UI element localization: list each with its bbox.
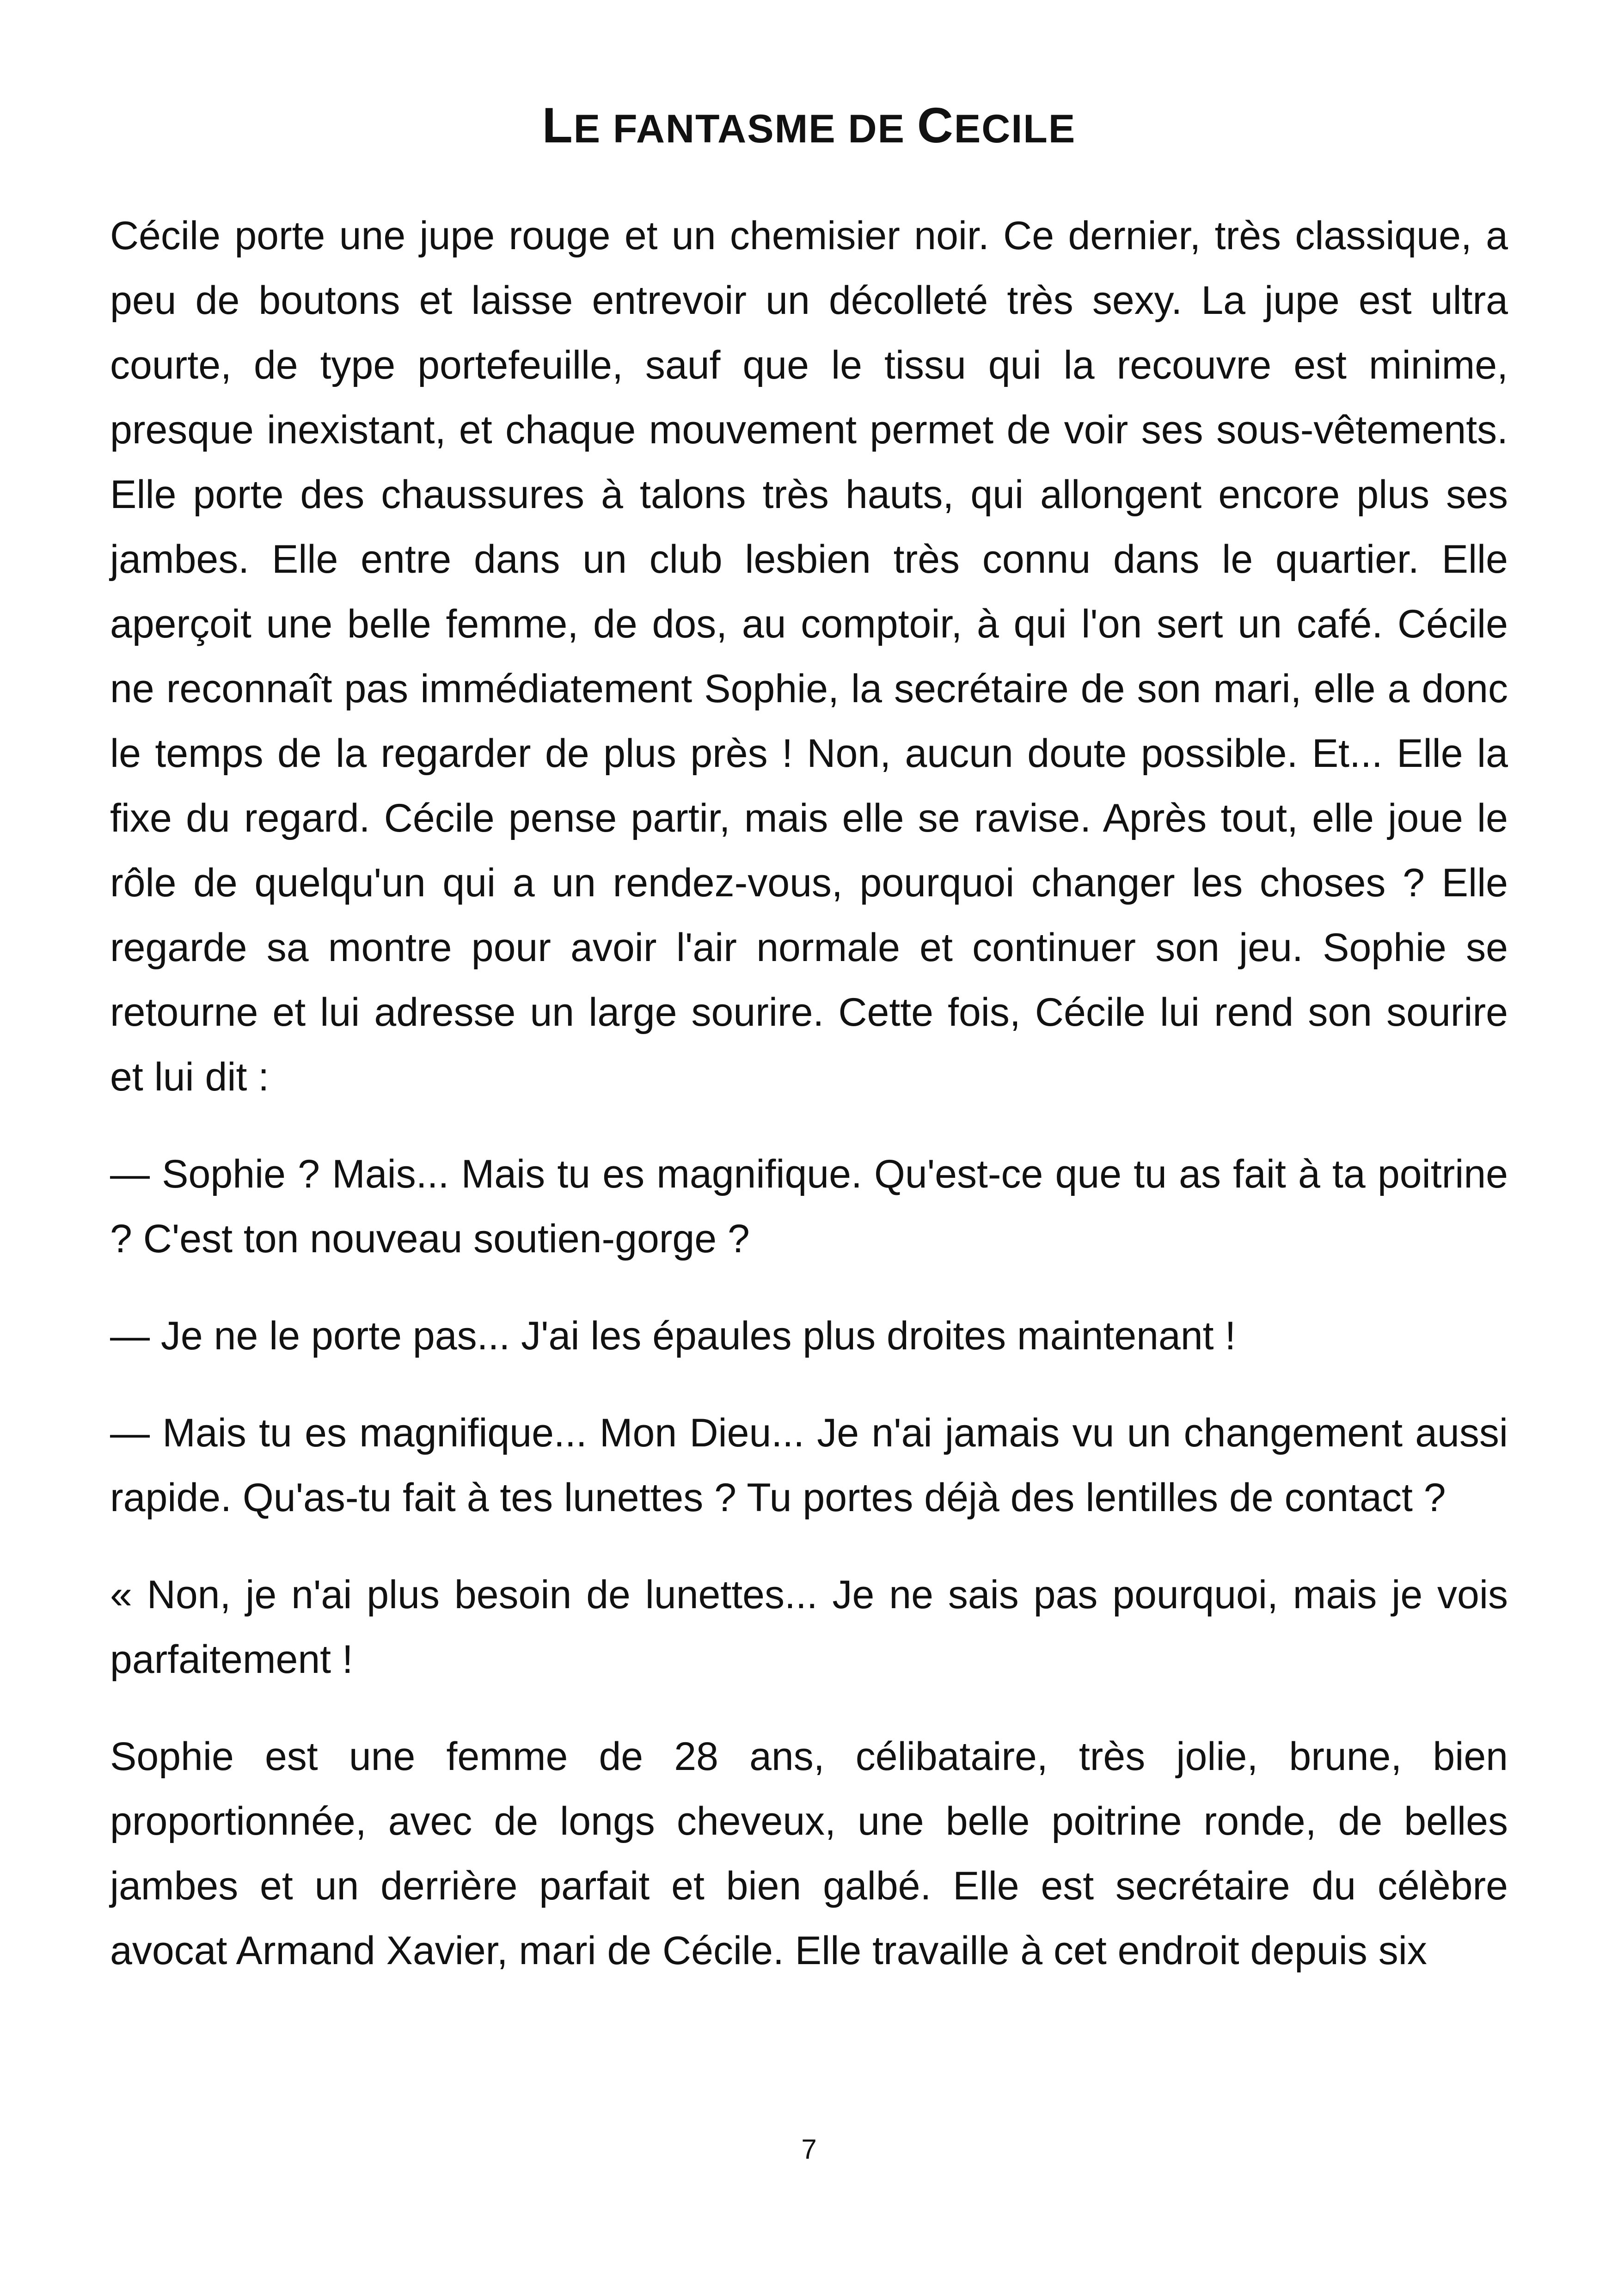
title-part-1: E FANTASME DE — [573, 107, 917, 151]
paragraph-6: Sophie est une femme de 28 ans, célibataire, très jolie, brune, bien proportionnée, avec de longs cheveux, une belle poitrine ronde, de belles jambes et un derrière parfait et bien galbé. Elle est secrétaire du célèbre avocat Armand Xavier, mari de Cécile. Elle travaille à cet endroit depuis six — [110, 1734, 1508, 1973]
page-number: 7 — [801, 2134, 817, 2165]
body-text — [110, 203, 1508, 2015]
paragraph-4: — Mais tu es magnifique... Mon Dieu... Je n'ai jamais vu un changement aussi rapide. Qu'as-tu fait à tes lunettes ? Tu portes déjà des lentilles de contact ? — [110, 1411, 1508, 1520]
title-initial-l: L — [542, 97, 574, 153]
title-part-2: ECILE — [954, 107, 1076, 151]
title-initial-c: C — [917, 97, 954, 153]
paragraph-2: — Sophie ? Mais... Mais tu es magnifique. Qu'est-ce que tu as fait à ta poitrine ? C'est ton nouveau soutien-gorge ? — [110, 1152, 1508, 1261]
paragraph-1: Cécile porte une jupe rouge et un chemisier noir. Ce dernier, très classique, a peu de boutons et laisse entrevoir un décolleté très sexy. La jupe est ultra courte, de type portefeuille, sauf que le tissu qui la recouvre est minime, presque inexistant, et chaque mouvement permet de voir ses sous-vêtements. Elle porte des chaussures à talons très hauts, qui allongent encore plus ses jambes. Elle entre dans un club lesbien très connu dans le quartier. Elle aperçoit une belle femme, de dos, au comptoir, à qui l'on sert un café. Cécile ne reconnaît pas immédiatement Sophie, la secrétaire de son mari, elle a donc le temps de la regarder de plus près ! Non, aucun doute possible. Et... Elle la fixe du regard. Cécile pense partir, mais elle se ravise. Après tout, elle joue le rôle de quelqu'un qui a un rendez-vous, pourquoi changer les choses ? Elle regarde sa montre pour avoir l'air normale et continuer son jeu. Sophie se retourne et lui adresse un large sourire. Cette fois, Cécile lui rend son sourire et lui dit : — [110, 214, 1508, 1099]
paragraph-3: — Je ne le porte pas... J'ai les épaules plus droites maintenant ! — [110, 1314, 1236, 1358]
paragraph-5: « Non, je n'ai plus besoin de lunettes... Je ne sais pas pourquoi, mais je vois parfaitement ! — [110, 1573, 1508, 1682]
chapter-title — [0, 91, 1618, 164]
